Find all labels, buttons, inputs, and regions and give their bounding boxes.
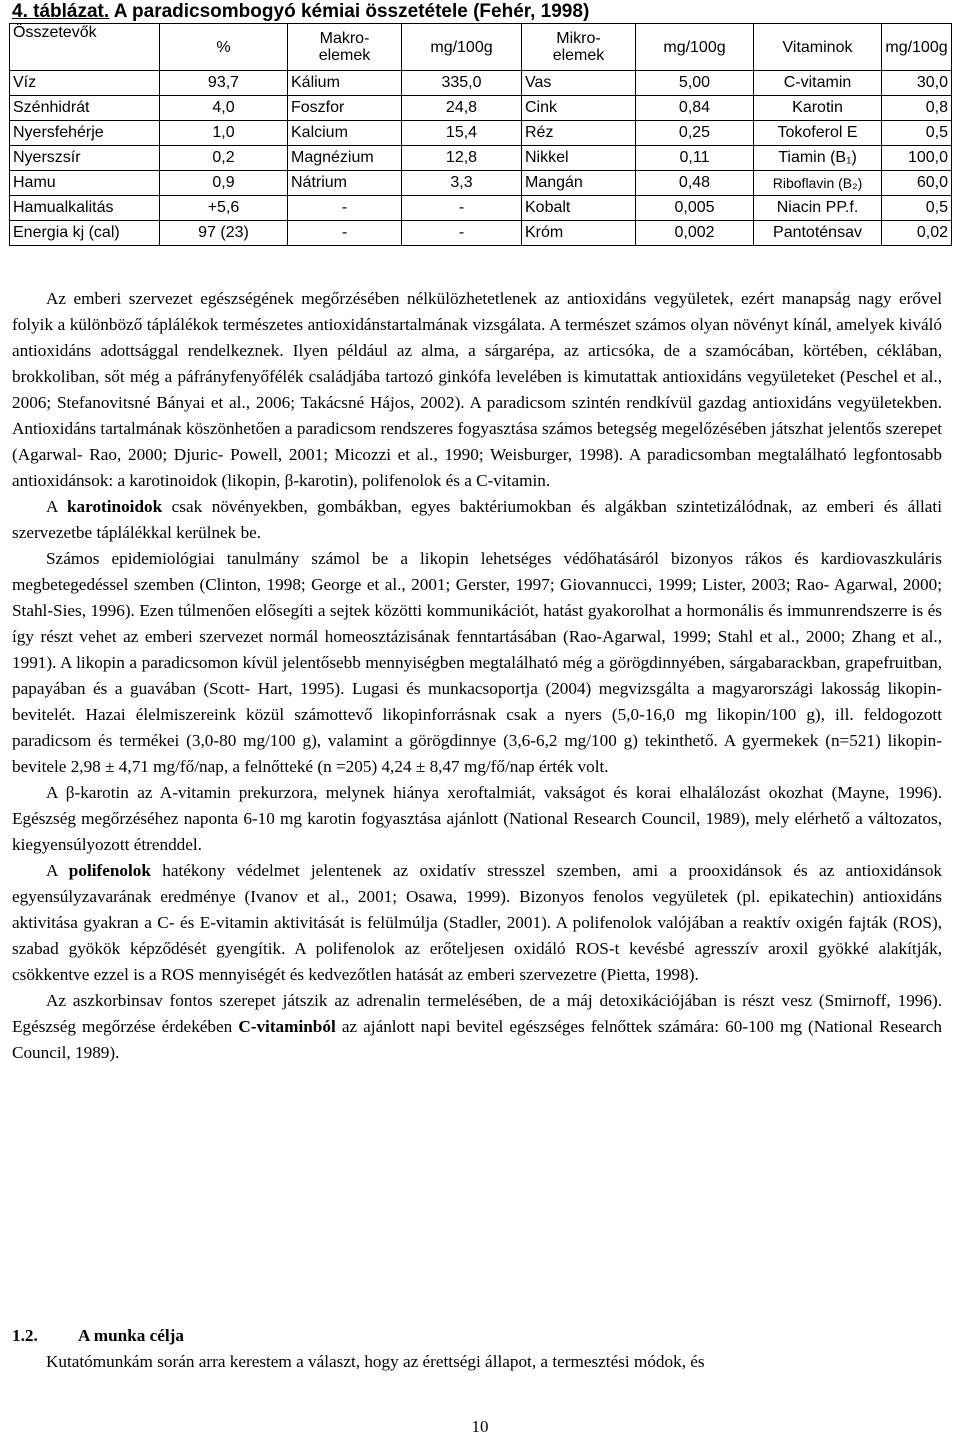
paragraph-text: A [46, 497, 67, 516]
cell-macro-value: 3,3 [402, 171, 522, 196]
cell-percent: 93,7 [160, 71, 288, 96]
cell-micro: Nikkel [522, 146, 636, 171]
cell-micro-value: 0,25 [636, 121, 754, 146]
cell-macro: - [288, 196, 402, 221]
cell-micro-value: 0,48 [636, 171, 754, 196]
header-makroelemek-text: Makro- elemek [318, 30, 371, 64]
cell-macro: Kálium [288, 71, 402, 96]
paragraph-text: Az aszkorbinsav fontos szerepet játszik az adrenalin termelésében, de a máj detoxikációjában is részt vesz (Smirnoff, 1996). Egészség megőrzése érdekében [12, 991, 942, 1036]
cell-vitamin-value: 0,8 [882, 96, 952, 121]
cell-percent: 1,0 [160, 121, 288, 146]
cell-macro-value: 335,0 [402, 71, 522, 96]
cell-percent: 0,2 [160, 146, 288, 171]
header-mikroelemek-text: Mikro- elemek [552, 30, 605, 64]
composition-table [9, 23, 952, 246]
cell-micro: Mangán [522, 171, 636, 196]
cell-macro: Kalcium [288, 121, 402, 146]
header-osszetevok: Összetevők [10, 24, 160, 71]
cell-vitamin-value: 100,0 [882, 146, 952, 171]
table-caption-title: A paradicsombogyó kémiai összetétele (Fehér, 1998) [113, 1, 590, 22]
paragraph [12, 858, 942, 988]
bold-term-polifenolok: polifenolok [68, 861, 151, 880]
table-row [10, 196, 952, 221]
section-text: Kutatómunkám során arra kerestem a választ, hogy az érettségi állapot, a termesztési módok, és [46, 1352, 705, 1371]
cell-percent: 0,9 [160, 171, 288, 196]
cell-vitamin-value: 0,5 [882, 121, 952, 146]
cell-macro: - [288, 221, 402, 246]
section-heading [12, 1323, 942, 1349]
header-mikroelemek [522, 24, 636, 71]
section-number: 1.2. [12, 1326, 38, 1345]
header-makroelemek [288, 24, 402, 71]
cell-component: Energia kj (cal) [10, 221, 160, 246]
cell-micro: Króm [522, 221, 636, 246]
header-mg100g-1: mg/100g [402, 24, 522, 71]
cell-vitamin: C-vitamin [754, 71, 882, 96]
cell-component: Nyersfehérje [10, 121, 160, 146]
cell-percent: +5,6 [160, 196, 288, 221]
paragraph-text: A [46, 861, 69, 880]
table-row [10, 146, 952, 171]
cell-component: Hamu [10, 171, 160, 196]
table-caption-lead: 4. táblázat. [12, 1, 110, 22]
cell-percent: 4,0 [160, 96, 288, 121]
cell-percent: 97 (23) [160, 221, 288, 246]
section-title: A munka célja [78, 1326, 184, 1345]
cell-component: Hamualkalitás [10, 196, 160, 221]
cell-micro-value: 0,84 [636, 96, 754, 121]
cell-vitamin: Karotin [754, 96, 882, 121]
cell-micro: Kobalt [522, 196, 636, 221]
table-row [10, 221, 952, 246]
cell-macro-value: - [402, 221, 522, 246]
cell-vitamin: Riboflavin (B₂) [754, 171, 882, 196]
cell-micro-value: 5,00 [636, 71, 754, 96]
header-mg100g-3: mg/100g [882, 24, 952, 71]
cell-vitamin: Tiamin (B₁) [754, 146, 882, 171]
table-row [10, 121, 952, 146]
paragraph: Az emberi szervezet egészségének megőrzésében nélkülözhetetlenek az antioxidáns vegyületek, ezért manapság nagy erővel folyik a különböző táplálékok természetes antioxidánstartalmának vizsgálata. A természet számos olyan növényt kínál, amelyek kiváló antioxidáns adottsággal rendelkeznek. Ilyen például az alma, a sárgarépa, az articsóka, de a szamócában, körtében, céklában, brokkoliban, sőt még a páfrányfenyőfélék családjába tartozó ginkófa levelében is kimutattak antioxidáns vegyületeket (Peschel et al., 2006; Stefanovitsné Bányai et al., 2006; Takácsné Hájos, 2002). A paradicsom szintén rendkívül gazdag antioxidáns vegyületekben. Antioxidáns tartalmának köszönhetően a paradicsom rendszeres fogyasztása számos betegség megelőzésében játszhat jelentős szerepet (Agarwal- Rao, 2000; Djuric- Powell, 2001; Micozzi et al., 1990; Weisburger, 1998). A paradicsomban megtalálható legfontosabb antioxidánsok: a karotinoidok (likopin, β-karotin), polifenolok és a C-vitamin. [12, 289, 942, 490]
cell-micro-value: 0,11 [636, 146, 754, 171]
cell-macro: Nátrium [288, 171, 402, 196]
cell-component: Víz [10, 71, 160, 96]
cell-vitamin: Tokoferol E [754, 121, 882, 146]
table-row [10, 71, 952, 96]
cell-micro-value: 0,002 [636, 221, 754, 246]
cell-vitamin: Pantoténsav [754, 221, 882, 246]
cell-vitamin-value: 30,0 [882, 71, 952, 96]
bold-term-c-vitaminbol: C-vitaminból [238, 1017, 336, 1036]
header-vitaminok: Vitaminok [754, 24, 882, 71]
paragraph: Számos epidemiológiai tanulmány számol be a likopin lehetséges védőhatásáról bizonyos rákos és kardiovaszkuláris megbetegedéssel szemben (Clinton, 1998; George et al., 2001; Gerster, 1997; Giovannucci, 1999; Lister, 2003; Rao- Agarwal, 2000; Stahl-Sies, 1996). Ezen túlmenően elősegíti a sejtek közötti kommunikációt, hatást gyakorolhat a hormonális és immunrendszerre is és így részt vehet az emberi szervezet normál homeosztázisának fenntartásában (Rao-Agarwal, 1999; Stahl et al., 2000; Zhang et al., 1991). A likopin a paradicsomon kívül jelentősebb mennyiségben megtalálható még a görögdinnyében, sárgabarackban, grapefruitban, papayában és a guavában (Scott- Hart, 1995). Lugasi és munkacsoportja (2004) megvizsgálta a magyarországi lakosság likopin-bevitelét. Hazai élelmiszereink közül számottevő likopinforrásnak csak a nyers (5,0-16,0 mg likopin/100 g), ill. feldogozott paradicsom és termékei (3,0-80 mg/100 g), valamint a görögdinnye (3,6-6,2 mg/100 g) tekinthető. A gyermekek (n=521) likopin-bevitele 2,98 ± 4,71 mg/fő/nap, a felnőtteké (n =205) 4,24 ± 8,47 mg/fő/nap érték volt. [12, 549, 942, 776]
cell-macro-value: 24,8 [402, 96, 522, 121]
paragraph: A β-karotin az A-vitamin prekurzora, melynek hiánya xeroftalmiát, vakságot és korai elhalálozást okozhat (Mayne, 1996). Egészség megőrzéséhez naponta 6-10 mg karotin fogyasztása ajánlott (National Research Council, 1989), mely elérhető a változatos, kiegyensúlyozott étrenddel. [12, 783, 942, 854]
paragraph-text: az ajánlott napi bevitel egészséges felnőttek számára: 60-100 mg (National Research Council, 1989). [12, 1017, 942, 1062]
header-percent: % [160, 24, 288, 71]
page-number: 10 [471, 1417, 489, 1436]
cell-vitamin-value: 0,5 [882, 196, 952, 221]
cell-macro: Foszfor [288, 96, 402, 121]
cell-micro: Réz [522, 121, 636, 146]
bold-term-karotinoidok: karotinoidok [66, 497, 163, 516]
cell-macro-value: 15,4 [402, 121, 522, 146]
table-row [10, 96, 952, 121]
body-text [12, 286, 942, 1066]
cell-component: Szénhidrát [10, 96, 160, 121]
cell-component: Nyerszsír [10, 146, 160, 171]
paragraph [12, 988, 942, 1066]
cell-macro-value: 12,8 [402, 146, 522, 171]
header-mg100g-2: mg/100g [636, 24, 754, 71]
cell-micro-value: 0,005 [636, 196, 754, 221]
paragraph-text: hatékony védelmet jelentenek az oxidatív stresszel szemben, ami a prooxidánsok és az antioxidánsok egyensúlyzavarának eredménye (Ivanov et al., 2001; Osawa, 1999). Bizonyos fenolos vegyületek (pl. epikatechin) antioxidáns aktivitása gyakran a C- és E-vitamin aktivitását is felülmúlja (Stadler, 2001). A polifenolok valójában a reaktív oxigén fajták (ROS), szabad gyökök képződését gyengítik. A polifenolok az erőteljesen oxidáló ROS-t kevésbé agresszív aroxil gyökké alakítják, csökkentve ezzel is a ROS mennyiségét és kedvezőtlen hatását az emberi szervezetre (Pietta, 1998). [12, 861, 943, 984]
cell-micro: Vas [522, 71, 636, 96]
table-row [10, 171, 952, 196]
table-caption [12, 0, 942, 24]
cell-vitamin-value: 0,02 [882, 221, 952, 246]
paragraph-text: csak növényekben, gombákban, egyes baktériumokban és algákban szintetizálódnak, az emberi és állati szervezetbe táplálékkal kerülnek be. [12, 497, 942, 542]
table-header-row [10, 24, 952, 71]
cell-vitamin: Niacin PP.f. [754, 196, 882, 221]
paragraph [12, 494, 942, 546]
cell-macro: Magnézium [288, 146, 402, 171]
cell-macro-value: - [402, 196, 522, 221]
cell-micro: Cink [522, 96, 636, 121]
cell-vitamin-value: 60,0 [882, 171, 952, 196]
